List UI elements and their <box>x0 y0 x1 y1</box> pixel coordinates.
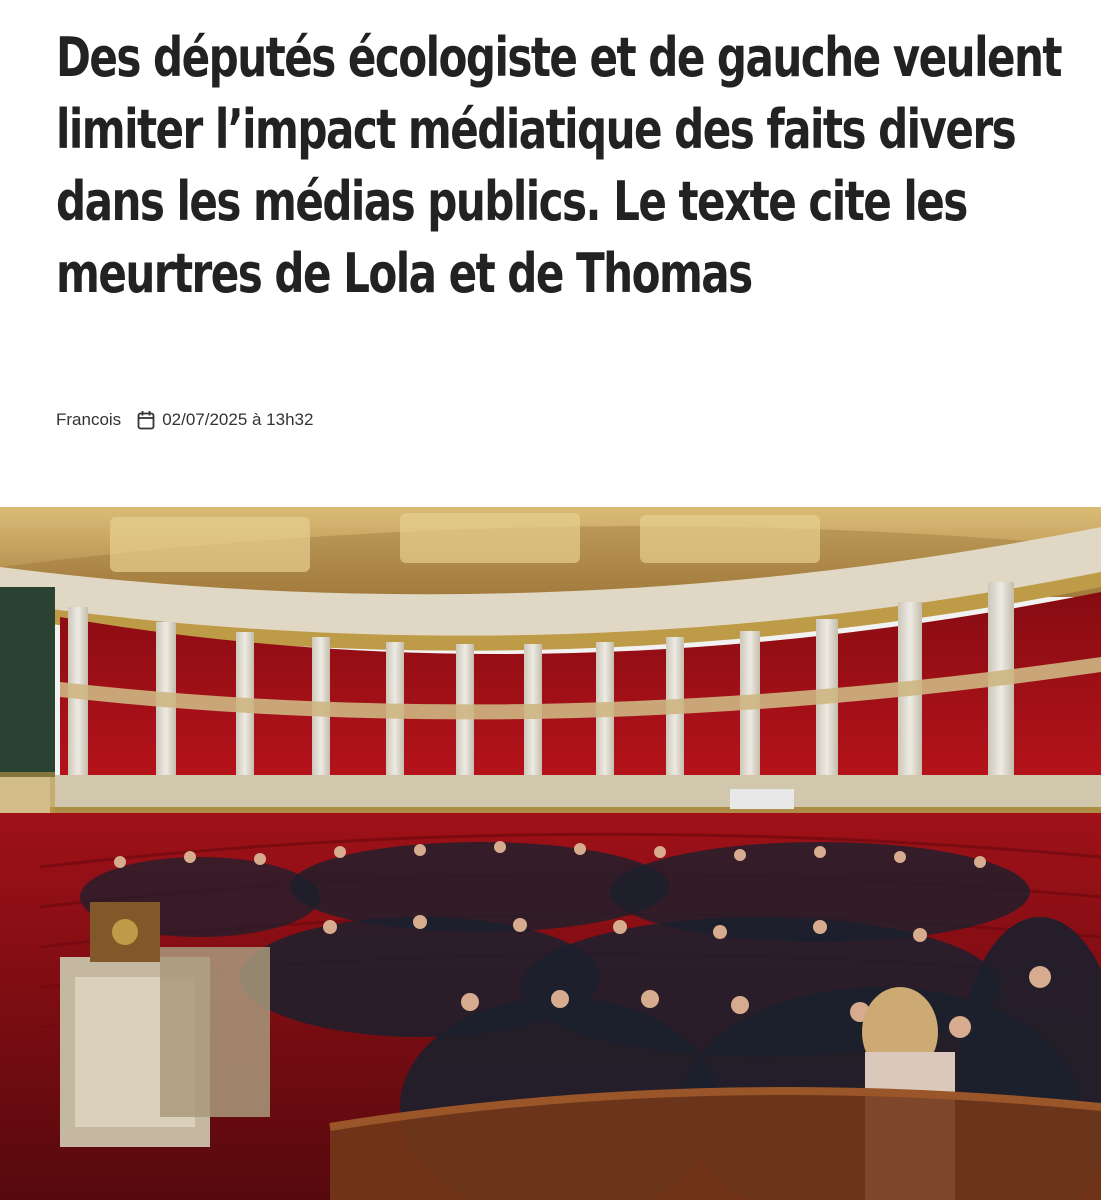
assembly-hemicycle-photo <box>0 507 1101 1200</box>
hero-image <box>0 507 1101 1200</box>
publish-date: 02/07/2025 à 13h32 <box>162 410 314 429</box>
article-title: Des députés écologiste et de gauche veulent limiter l’impact médiatique des faits divers dans les médias publics. Le texte cite les meurtres de Lola et de Thomas <box>56 26 1061 305</box>
byline <box>56 408 313 432</box>
calendar-icon <box>137 410 155 430</box>
author-name[interactable]: Francois <box>56 410 122 429</box>
